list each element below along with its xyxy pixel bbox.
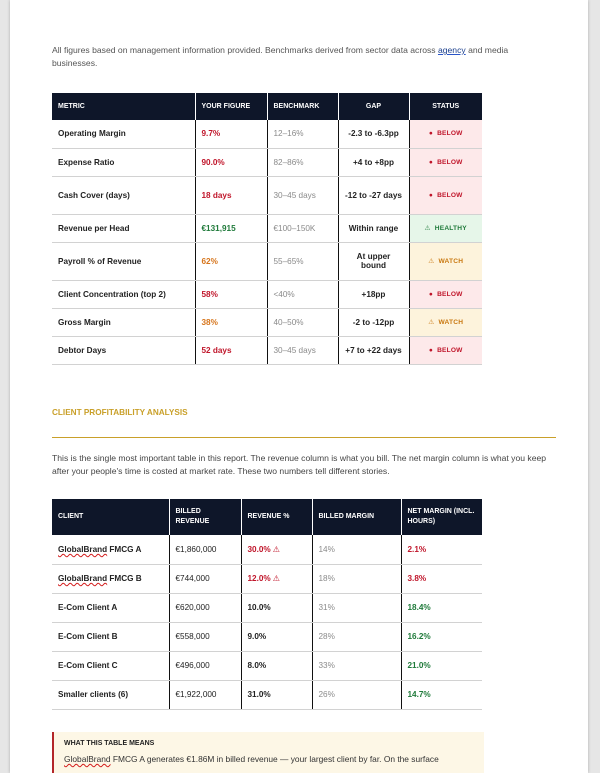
section-divider bbox=[52, 437, 556, 438]
net-margin-cell: 16.2% bbox=[401, 622, 482, 651]
client-row bbox=[52, 622, 482, 651]
dot-icon: ● bbox=[428, 290, 434, 298]
client-cell bbox=[52, 651, 169, 680]
your-figure-cell: 18 days bbox=[195, 176, 267, 214]
col-net-margin: NET MARGIN (INCL. HOURS) bbox=[401, 499, 482, 535]
callout-body bbox=[64, 753, 484, 765]
col-benchmark: BENCHMARK bbox=[267, 93, 338, 120]
client-cell bbox=[52, 564, 169, 593]
status-label: BELOW bbox=[437, 290, 463, 298]
your-figure-cell: 58% bbox=[195, 280, 267, 308]
revenue-pct: 10.0% bbox=[247, 603, 271, 612]
net-margin-cell: 18.4% bbox=[401, 593, 482, 622]
benchmark-cell: <40% bbox=[267, 280, 338, 308]
billed-revenue-cell: €744,000 bbox=[169, 564, 241, 593]
revenue-pct: 30.0% bbox=[247, 544, 271, 554]
billed-revenue-cell: €1,922,000 bbox=[169, 680, 241, 709]
intro-text-end: and media businesses. bbox=[52, 45, 509, 68]
gap-cell: -2 to -12pp bbox=[338, 308, 409, 336]
benchmark-row bbox=[52, 242, 482, 280]
gap-cell: At upper bound bbox=[338, 242, 409, 280]
metric-cell: Client Concentration (top 2) bbox=[52, 280, 195, 308]
benchmark-row bbox=[52, 148, 482, 176]
status-badge bbox=[409, 214, 482, 242]
dot-icon: ● bbox=[428, 158, 434, 166]
col-client: CLIENT bbox=[52, 499, 169, 535]
status-badge bbox=[409, 280, 482, 308]
revenue-pct-cell bbox=[241, 564, 312, 593]
revenue-pct-cell bbox=[241, 622, 312, 651]
status-badge bbox=[409, 308, 482, 336]
benchmark-header-row bbox=[52, 93, 482, 120]
intro-note bbox=[52, 44, 552, 70]
benchmark-cell: 30–45 days bbox=[267, 336, 338, 364]
warning-icon: ⚠ bbox=[428, 258, 435, 265]
status-label: BELOW bbox=[437, 158, 463, 166]
client-cell bbox=[52, 535, 169, 564]
client-cell bbox=[52, 593, 169, 622]
benchmark-row bbox=[52, 176, 482, 214]
metric-cell: Debtor Days bbox=[52, 336, 195, 364]
your-figure-cell: 9.7% bbox=[195, 120, 267, 148]
billed-revenue-cell: €496,000 bbox=[169, 651, 241, 680]
revenue-pct: 12.0% bbox=[247, 574, 271, 583]
billed-margin-cell: 33% bbox=[312, 651, 401, 680]
col-billed-margin: BILLED MARGIN bbox=[312, 499, 401, 535]
your-figure-cell: 62% bbox=[195, 242, 267, 280]
client-row bbox=[52, 564, 482, 593]
billed-margin-cell: 14% bbox=[312, 535, 401, 564]
client-row bbox=[52, 593, 482, 622]
status-badge bbox=[409, 242, 482, 280]
col-metric: METRIC bbox=[52, 93, 195, 120]
benchmark-body bbox=[52, 120, 482, 364]
billed-revenue-cell: €558,000 bbox=[169, 622, 241, 651]
your-figure-cell: 38% bbox=[195, 308, 267, 336]
status-label: HEALTHY bbox=[434, 225, 467, 232]
gap-cell: -12 to -27 days bbox=[338, 176, 409, 214]
billed-margin-cell: 31% bbox=[312, 593, 401, 622]
gap-cell: -2.3 to -6.3pp bbox=[338, 120, 409, 148]
client-row bbox=[52, 651, 482, 680]
client-name: E-Com Client C bbox=[58, 661, 118, 670]
spellcheck-word: GlobalBrand bbox=[58, 544, 108, 554]
billed-revenue-cell: €1,860,000 bbox=[169, 535, 241, 564]
benchmark-cell: 12–16% bbox=[267, 120, 338, 148]
metric-cell: Payroll % of Revenue bbox=[52, 242, 195, 280]
spellcheck-word: GlobalBrand bbox=[64, 754, 111, 764]
status-label: WATCH bbox=[438, 319, 464, 326]
benchmark-row bbox=[52, 308, 482, 336]
col-billed-revenue: BILLED REVENUE bbox=[169, 499, 241, 535]
net-margin-cell: 21.0% bbox=[401, 651, 482, 680]
warning-icon: ⚠ bbox=[272, 544, 280, 554]
benchmark-table bbox=[52, 93, 482, 365]
metric-cell: Revenue per Head bbox=[52, 214, 195, 242]
net-margin-cell: 3.8% bbox=[401, 564, 482, 593]
warning-icon: ⚠ bbox=[424, 225, 431, 232]
benchmark-cell: 55–65% bbox=[267, 242, 338, 280]
revenue-pct-cell bbox=[241, 680, 312, 709]
benchmark-cell: 82–86% bbox=[267, 148, 338, 176]
billed-margin-cell: 18% bbox=[312, 564, 401, 593]
revenue-pct: 8.0% bbox=[247, 661, 267, 670]
your-figure-cell: €131,915 bbox=[195, 214, 267, 242]
client-body bbox=[52, 535, 482, 709]
billed-revenue-cell: €620,000 bbox=[169, 593, 241, 622]
warning-icon: ⚠ bbox=[272, 574, 280, 583]
your-figure-cell: 52 days bbox=[195, 336, 267, 364]
benchmark-row bbox=[52, 120, 482, 148]
your-figure-cell: 90.0% bbox=[195, 148, 267, 176]
benchmark-cell: 30–45 days bbox=[267, 176, 338, 214]
revenue-pct: 31.0% bbox=[247, 690, 271, 699]
net-margin-cell: 14.7% bbox=[401, 680, 482, 709]
gap-cell: +4 to +8pp bbox=[338, 148, 409, 176]
dot-icon: ● bbox=[428, 346, 434, 354]
status-badge bbox=[409, 176, 482, 214]
client-name-rest: FMCG B bbox=[107, 574, 142, 583]
metric-cell: Expense Ratio bbox=[52, 148, 195, 176]
gap-cell: +18pp bbox=[338, 280, 409, 308]
dot-icon: ● bbox=[428, 191, 434, 199]
status-label: WATCH bbox=[438, 258, 464, 265]
col-your-figure: YOUR FIGURE bbox=[195, 93, 267, 120]
callout-heading: WHAT THIS TABLE MEANS bbox=[64, 740, 155, 747]
metric-cell: Gross Margin bbox=[52, 308, 195, 336]
gap-cell: Within range bbox=[338, 214, 409, 242]
status-badge bbox=[409, 120, 482, 148]
revenue-pct: 9.0% bbox=[247, 632, 267, 641]
gap-cell: +7 to +22 days bbox=[338, 336, 409, 364]
callout-body-text: FMCG A generates €1.86M in billed revenue — your largest client by far. On the surface bbox=[110, 754, 439, 764]
client-row bbox=[52, 680, 482, 709]
benchmark-row bbox=[52, 280, 482, 308]
intro-text: All figures based on management information provided. Benchmarks derived from sector data across bbox=[52, 45, 438, 55]
document-page bbox=[10, 0, 588, 773]
client-name: E-Com Client A bbox=[58, 603, 118, 612]
billed-margin-cell: 28% bbox=[312, 622, 401, 651]
benchmark-row bbox=[52, 214, 482, 242]
warning-icon: ⚠ bbox=[428, 319, 435, 326]
revenue-pct-cell bbox=[241, 651, 312, 680]
dot-icon: ● bbox=[428, 130, 434, 138]
metric-cell: Operating Margin bbox=[52, 120, 195, 148]
section-paragraph: This is the single most important table in this report. The revenue column is what you bill. The net margin column is what you keep after your people's time is costed at market rate. These two numbers tell different stories. bbox=[52, 453, 547, 476]
revenue-pct-cell bbox=[241, 535, 312, 564]
col-status: STATUS bbox=[409, 93, 482, 120]
client-name-rest: FMCG A bbox=[107, 544, 142, 554]
client-cell bbox=[52, 680, 169, 709]
client-row bbox=[52, 535, 482, 564]
col-gap: GAP bbox=[338, 93, 409, 120]
col-revenue-pct: REVENUE % bbox=[241, 499, 312, 535]
client-profitability-table bbox=[52, 499, 482, 710]
benchmark-cell: €100–150K bbox=[267, 214, 338, 242]
net-margin-cell: 2.1% bbox=[401, 535, 482, 564]
client-header-row bbox=[52, 499, 482, 535]
status-label: BELOW bbox=[437, 130, 463, 138]
intro-link-word: agency bbox=[437, 45, 466, 55]
revenue-pct-cell bbox=[241, 593, 312, 622]
client-cell bbox=[52, 622, 169, 651]
client-name: Smaller clients (6) bbox=[58, 690, 129, 699]
billed-margin-cell: 26% bbox=[312, 680, 401, 709]
status-label: BELOW bbox=[437, 346, 463, 354]
status-badge bbox=[409, 336, 482, 364]
benchmark-cell: 40–50% bbox=[267, 308, 338, 336]
spellcheck-word: GlobalBrand bbox=[58, 574, 108, 583]
section-title: CLIENT PROFITABILITY ANALYSIS bbox=[52, 408, 188, 417]
benchmark-row bbox=[52, 336, 482, 364]
metric-cell: Cash Cover (days) bbox=[52, 176, 195, 214]
client-name: E-Com Client B bbox=[58, 632, 118, 641]
status-badge bbox=[409, 148, 482, 176]
status-label: BELOW bbox=[437, 191, 463, 199]
callout-box bbox=[52, 732, 484, 773]
